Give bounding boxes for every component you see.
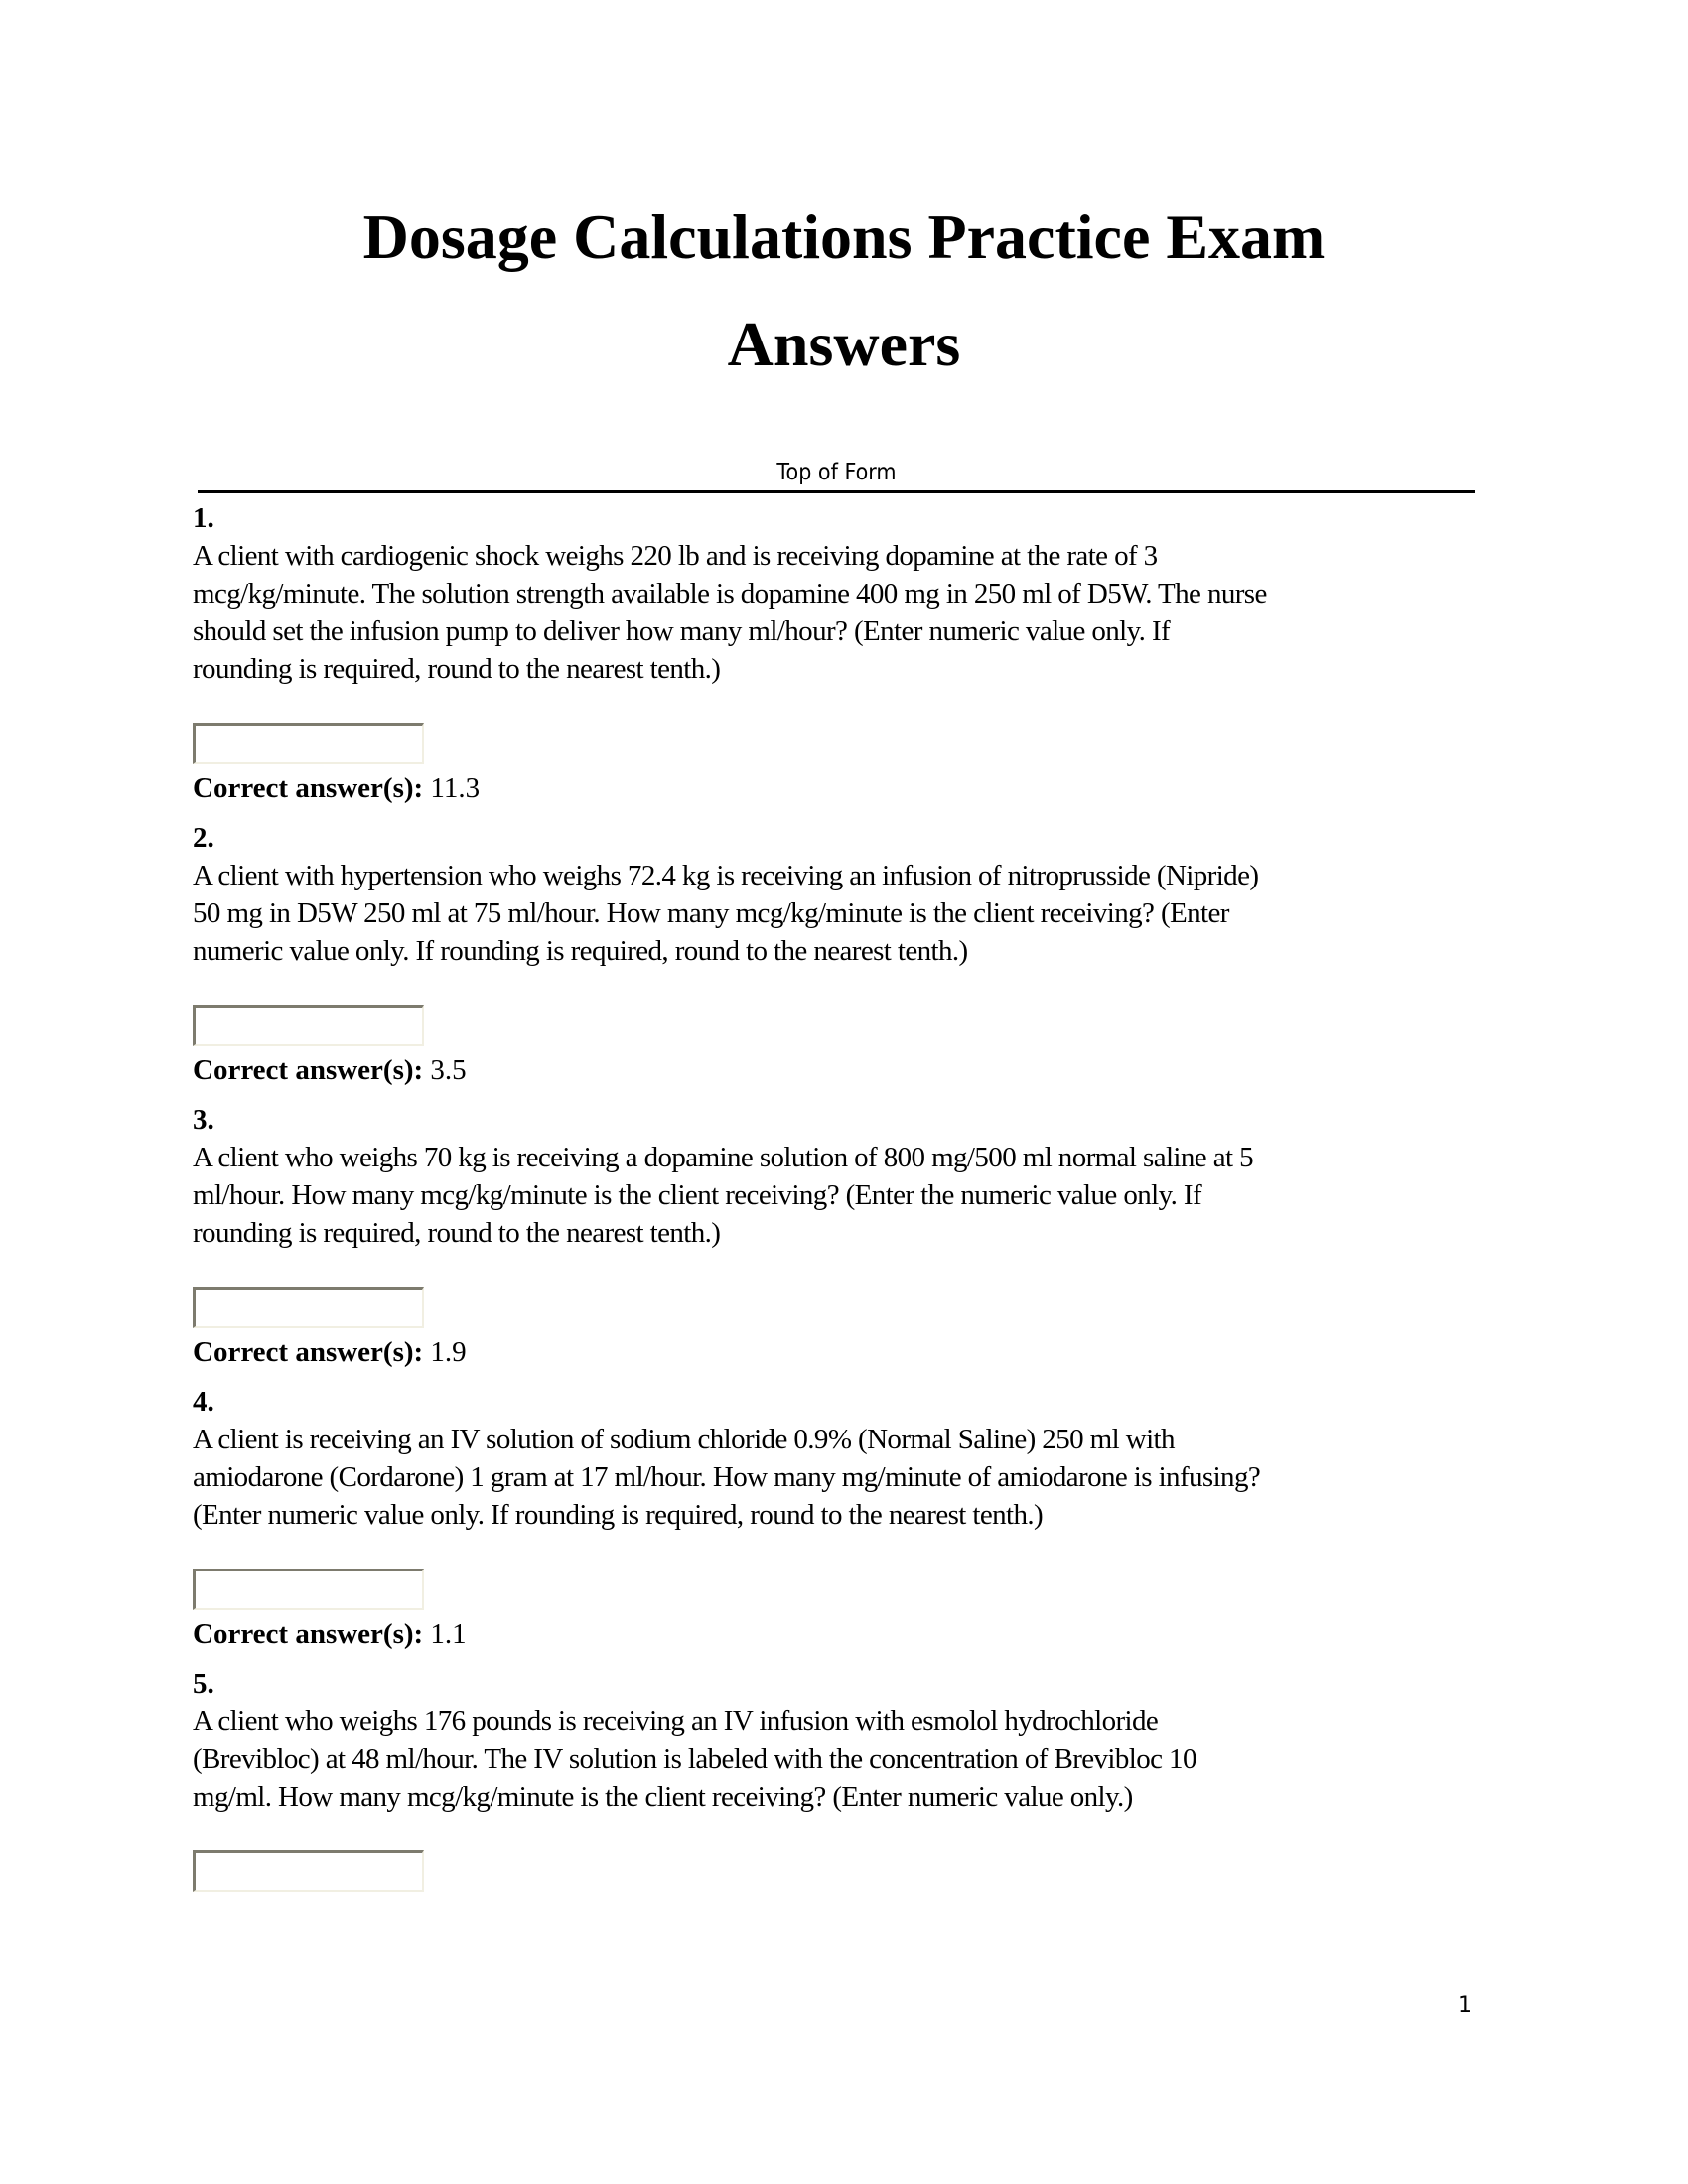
top-of-form-label: Top of Form xyxy=(776,460,897,485)
correct-answer xyxy=(193,1051,1503,1089)
answer-input[interactable] xyxy=(193,1850,424,1892)
correct-answer-label: Correct answer(s): xyxy=(193,1054,424,1086)
question-text-line: mg/ml. How many mcg/kg/minute is the client receiving? (Enter numeric value only.) xyxy=(193,1781,1133,1813)
page-number: 1 xyxy=(1458,1993,1472,2018)
correct-answer xyxy=(193,1615,1503,1653)
question-list xyxy=(193,499,1503,1904)
question-number: 3. xyxy=(193,1104,214,1136)
question-number: 2. xyxy=(193,822,214,854)
question-text-line: A client is receiving an IV solution of sodium chloride 0.9% (Normal Saline) 250 ml with xyxy=(193,1424,1175,1455)
answer-input[interactable] xyxy=(193,1287,424,1328)
question-text-line: 50 mg in D5W 250 ml at 75 ml/hour. How many mcg/kg/minute is the client receiving? (Enter xyxy=(193,897,1229,929)
answer-input[interactable] xyxy=(193,1005,424,1046)
question-text-line: mcg/kg/minute. The solution strength available is dopamine 400 mg in 250 ml of D5W. The nurse xyxy=(193,578,1267,610)
question-text-line: should set the infusion pump to deliver how many ml/hour? (Enter numeric value only. If xyxy=(193,615,1171,647)
question-text-line: ml/hour. How many mcg/kg/minute is the client receiving? (Enter the numeric value only. If xyxy=(193,1179,1202,1211)
form-divider xyxy=(198,490,1475,493)
question-text-line: A client with cardiogenic shock weighs 220 lb and is receiving dopamine at the rate of 3 xyxy=(193,540,1158,572)
question-text-line: A client who weighs 176 pounds is receiving an IV infusion with esmolol hydrochloride xyxy=(193,1706,1159,1737)
question-number: 5. xyxy=(193,1668,214,1700)
question-4 xyxy=(193,1383,1503,1653)
correct-answer-label: Correct answer(s): xyxy=(193,1336,424,1368)
question-text-line: (Brevibloc) at 48 ml/hour. The IV solution is labeled with the concentration of Brevibloc 10 xyxy=(193,1743,1196,1775)
correct-answer xyxy=(193,1333,1503,1371)
correct-answer-label: Correct answer(s): xyxy=(193,1618,424,1650)
question-3 xyxy=(193,1101,1503,1371)
question-number: 4. xyxy=(193,1386,214,1418)
question-text-line: (Enter numeric value only. If rounding is required, round to the nearest tenth.) xyxy=(193,1499,1044,1531)
question-text-line: A client who weighs 70 kg is receiving a dopamine solution of 800 mg/500 ml normal saline at 5 xyxy=(193,1142,1253,1173)
correct-answer xyxy=(193,769,1503,807)
correct-answer-label: Correct answer(s): xyxy=(193,772,424,804)
answer-input[interactable] xyxy=(193,1569,424,1610)
correct-answer-value: 3.5 xyxy=(430,1054,467,1086)
question-text-line: numeric value only. If rounding is required, round to the nearest tenth.) xyxy=(193,935,968,967)
answer-input[interactable] xyxy=(193,723,424,764)
correct-answer-value: 11.3 xyxy=(430,772,481,804)
question-text-line: amiodarone (Cordarone) 1 gram at 17 ml/hour. How many mg/minute of amiodarone is infusing? xyxy=(193,1461,1261,1493)
question-text-line: rounding is required, round to the nearest tenth.) xyxy=(193,1217,721,1249)
question-text-line: rounding is required, round to the nearest tenth.) xyxy=(193,653,721,685)
page-title: Dosage Calculations Practice Exam xyxy=(362,202,1326,272)
question-5 xyxy=(193,1665,1503,1892)
question-2 xyxy=(193,819,1503,1089)
question-number: 1. xyxy=(193,502,214,534)
question-text-line: A client with hypertension who weighs 72.4 kg is receiving an infusion of nitroprusside (Nipride) xyxy=(193,860,1259,891)
correct-answer-value: 1.9 xyxy=(430,1336,467,1368)
correct-answer-value: 1.1 xyxy=(430,1618,467,1650)
page-title-continued: Answers xyxy=(727,309,961,379)
question-1 xyxy=(193,499,1503,807)
